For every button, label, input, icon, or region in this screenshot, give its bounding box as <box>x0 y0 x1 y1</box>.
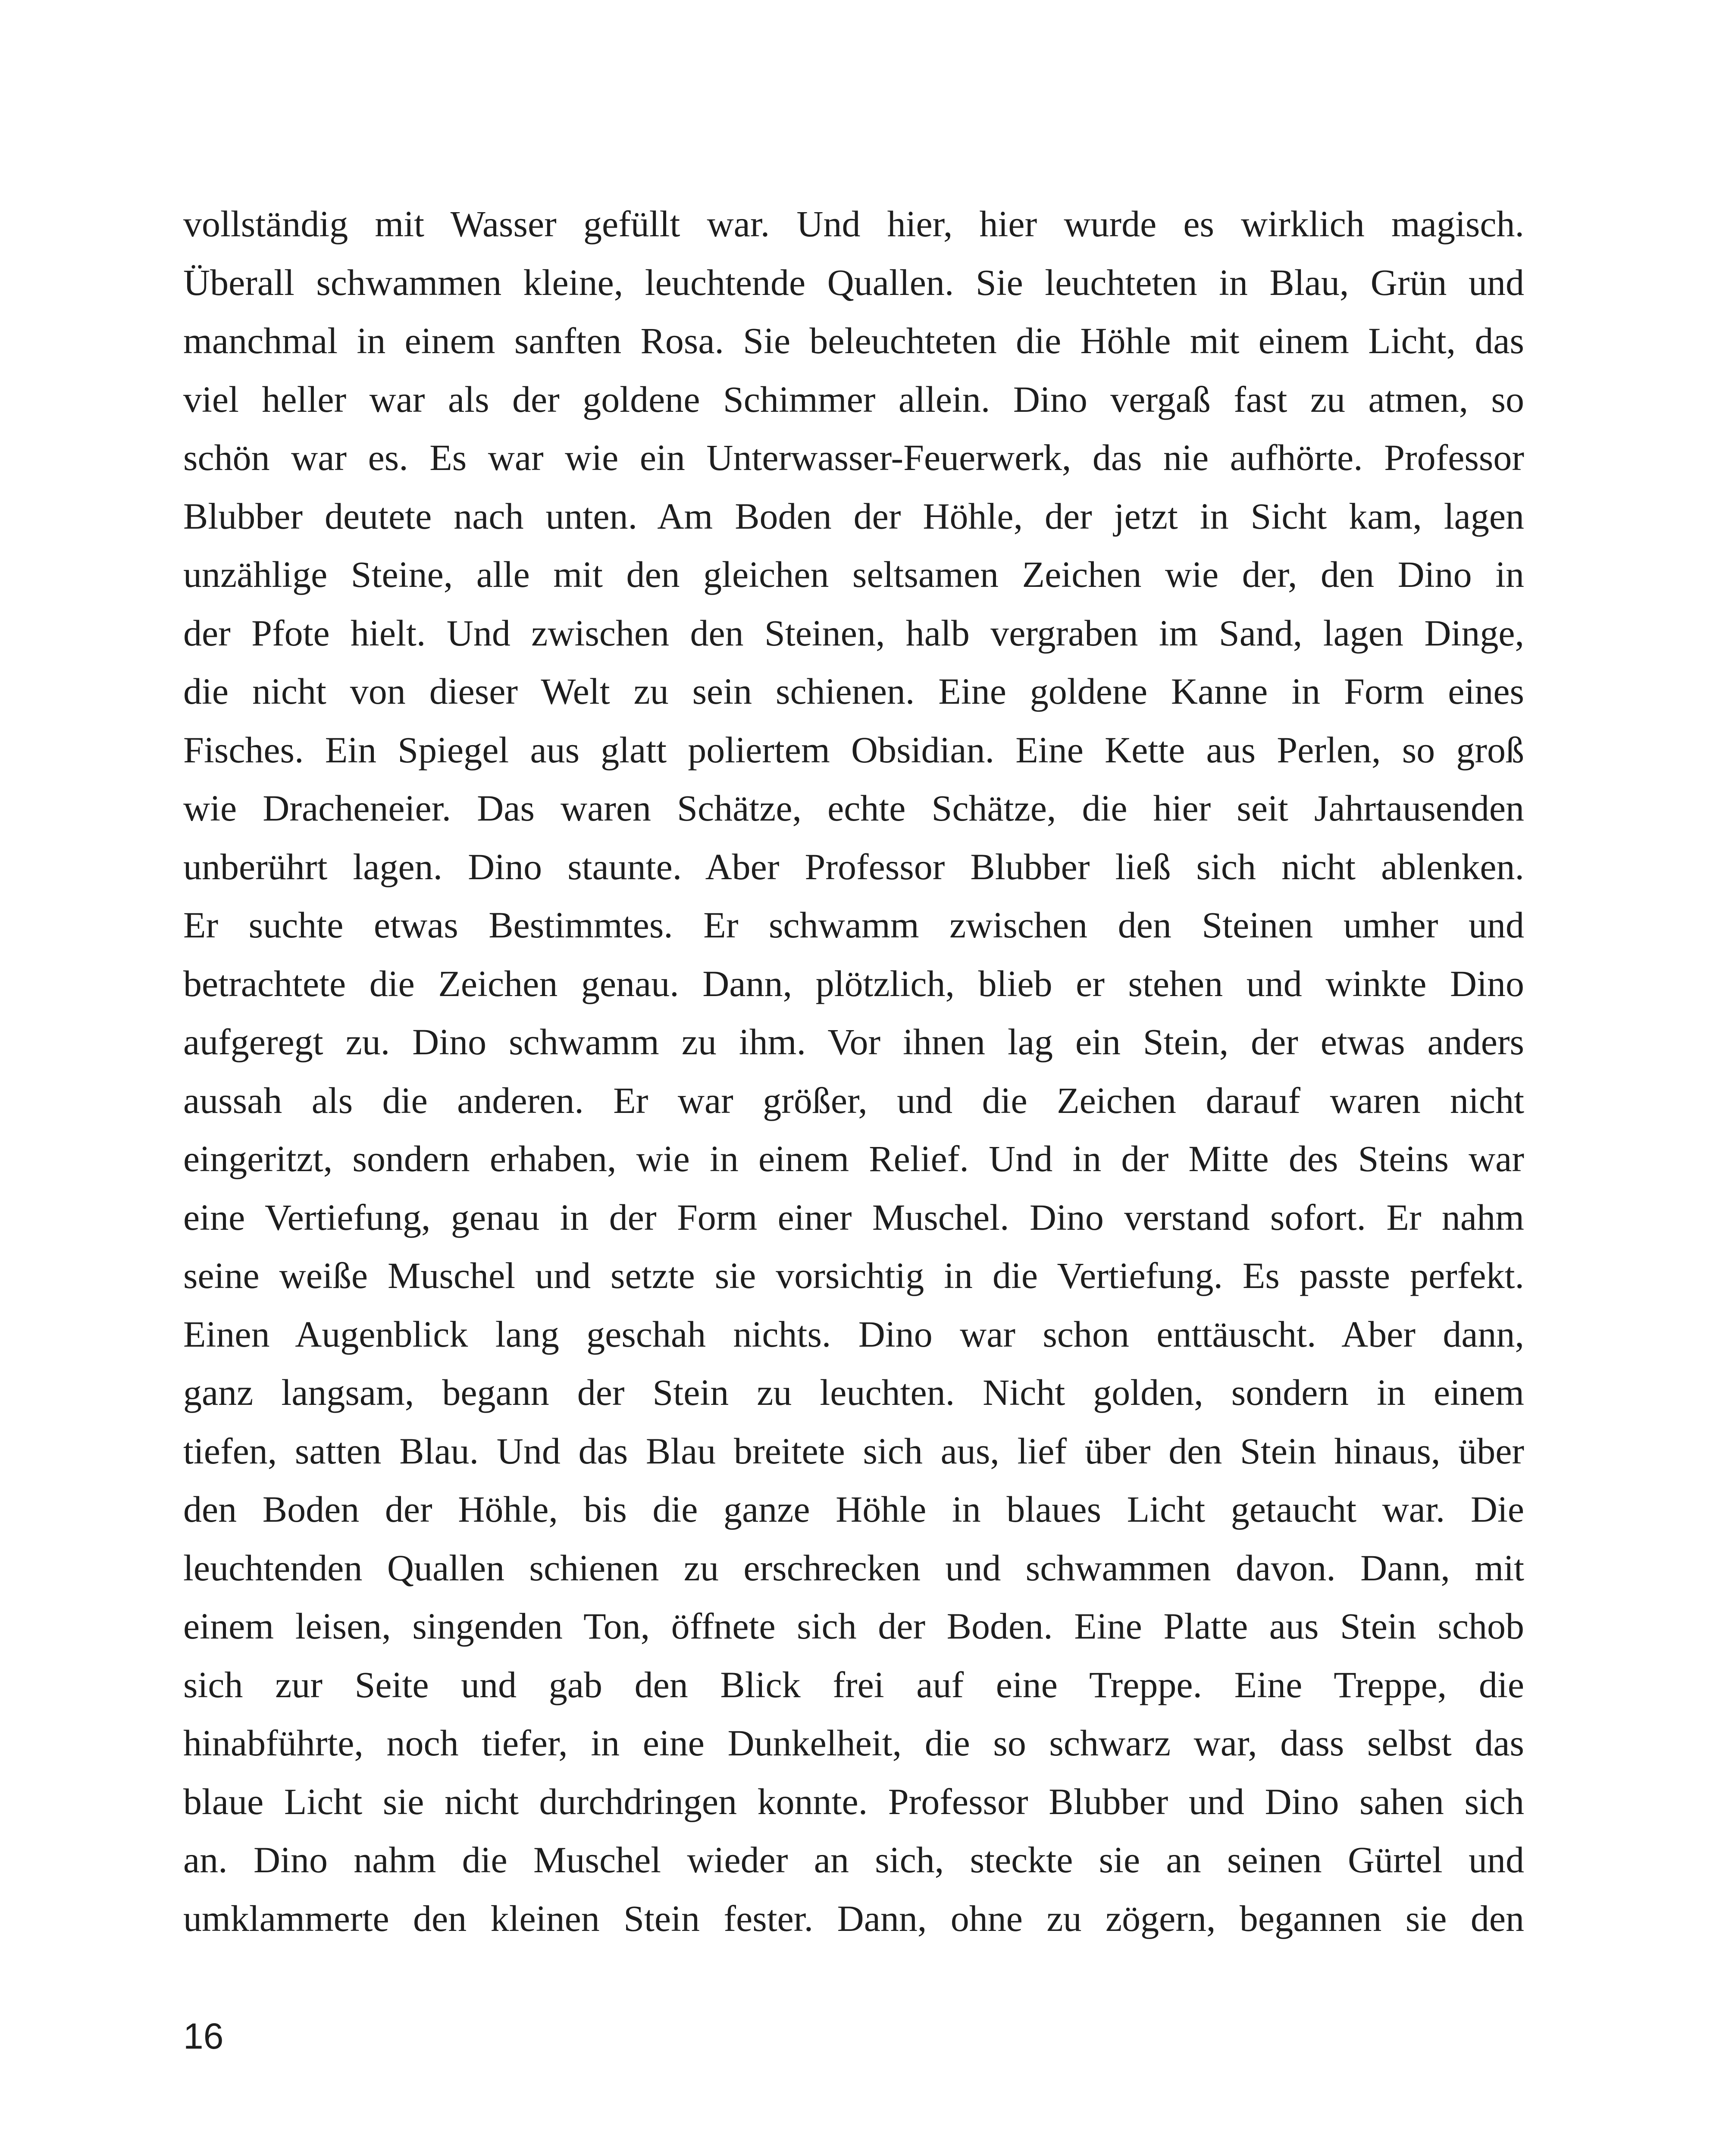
text-line: schön war es. Es war wie ein Unterwasser-Feuerwerk, das nie aufhörte. Professor <box>183 437 1524 478</box>
text-line: vollständig mit Wasser gefüllt war. Und hier, hier wurde es wirklich magisch. <box>183 203 1524 244</box>
text-line: aussah als die anderen. Er war größer, und die Zeichen darauf waren nicht <box>183 1079 1524 1121</box>
text-line: umklammerte den kleinen Stein fester. Dann, ohne zu zögern, begannen sie den <box>183 1897 1524 1939</box>
text-line: ganz langsam, begann der Stein zu leuchten. Nicht golden, sondern in einem <box>183 1372 1524 1413</box>
text-line: Er suchte etwas Bestimmtes. Er schwamm zwischen den Steinen umher und <box>183 904 1524 946</box>
text-line: Einen Augenblick lang geschah nichts. Dino war schon enttäuscht. Aber dann, <box>183 1313 1524 1355</box>
body-text <box>183 195 1524 1948</box>
page-number: 16 <box>183 2016 224 2056</box>
text-line: blaue Licht sie nicht durchdringen konnte. Professor Blubber und Dino sahen sich <box>183 1780 1524 1822</box>
text-line: der Pfote hielt. Und zwischen den Steinen, halb vergraben im Sand, lagen Dinge, <box>183 612 1524 654</box>
text-line: tiefen, satten Blau. Und das Blau breitete sich aus, lief über den Stein hinaus, über <box>183 1430 1524 1472</box>
text-line: hinabführte, noch tiefer, in eine Dunkelheit, die so schwarz war, dass selbst das <box>183 1722 1524 1764</box>
text-line: viel heller war als der goldene Schimmer allein. Dino vergaß fast zu atmen, so <box>183 378 1524 420</box>
text-line: Fisches. Ein Spiegel aus glatt poliertem Obsidian. Eine Kette aus Perlen, so groß <box>183 729 1524 771</box>
text-line: manchmal in einem sanften Rosa. Sie beleuchteten die Höhle mit einem Licht, das <box>183 320 1524 361</box>
text-line: unzählige Steine, alle mit den gleichen seltsamen Zeichen wie der, den Dino in <box>183 554 1524 595</box>
text-line: die nicht von dieser Welt zu sein schienen. Eine goldene Kanne in Form eines <box>183 671 1524 712</box>
text-line: betrachtete die Zeichen genau. Dann, plötzlich, blieb er stehen und winkte Dino <box>183 962 1524 1004</box>
text-line: Überall schwammen kleine, leuchtende Quallen. Sie leuchteten in Blau, Grün und <box>183 261 1524 303</box>
text-line: an. Dino nahm die Muschel wieder an sich, steckte sie an seinen Gürtel und <box>183 1839 1524 1880</box>
text-line: eine Vertiefung, genau in der Form einer Muschel. Dino verstand sofort. Er nahm <box>183 1196 1524 1238</box>
text-line: eingeritzt, sondern erhaben, wie in einem Relief. Und in der Mitte des Steins war <box>183 1138 1524 1179</box>
text-line: leuchtenden Quallen schienen zu erschrecken und schwammen davon. Dann, mit <box>183 1547 1524 1589</box>
text-line: den Boden der Höhle, bis die ganze Höhle in blaues Licht getaucht war. Die <box>183 1489 1524 1530</box>
text-line: unberührt lagen. Dino staunte. Aber Professor Blubber ließ sich nicht ablenken. <box>183 846 1524 887</box>
text-line: einem leisen, singenden Ton, öffnete sich der Boden. Eine Platte aus Stein schob <box>183 1605 1524 1647</box>
text-line: Blubber deutete nach unten. Am Boden der Höhle, der jetzt in Sicht kam, lagen <box>183 495 1524 537</box>
text-line: aufgeregt zu. Dino schwamm zu ihm. Vor ihnen lag ein Stein, der etwas anders <box>183 1021 1524 1062</box>
text-line: sich zur Seite und gab den Blick frei auf eine Treppe. Eine Treppe, die <box>183 1664 1524 1705</box>
text-line: wie Dracheneier. Das waren Schätze, echte Schätze, die hier seit Jahrtausenden <box>183 787 1524 829</box>
text-line: seine weiße Muschel und setzte sie vorsichtig in die Vertiefung. Es passte perfekt. <box>183 1255 1524 1296</box>
